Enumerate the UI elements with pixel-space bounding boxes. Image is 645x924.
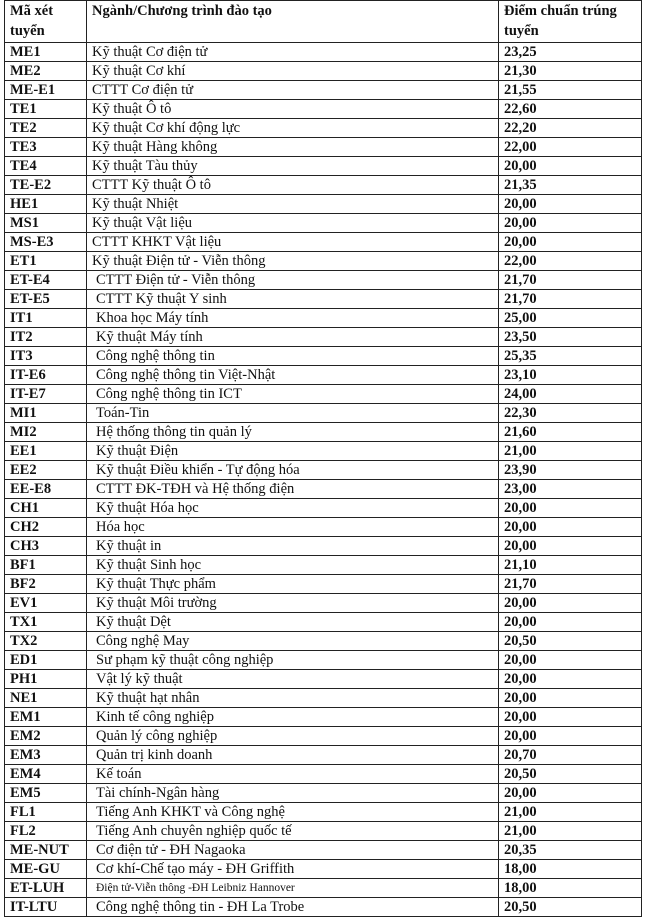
admission-score-table [4,0,642,917]
table-row [5,784,642,803]
program-name: Kỹ thuật in [87,537,499,556]
cutoff-score: 23,10 [499,366,642,385]
table-row [5,803,642,822]
table-row [5,632,642,651]
table-row [5,404,642,423]
header-score: Điểm chuẩn trúng tuyển [499,1,642,43]
cutoff-score: 20,00 [499,537,642,556]
program-code: IT-E7 [5,385,87,404]
cutoff-score: 21,10 [499,556,642,575]
program-name: Kỹ thuật Hóa học [87,499,499,518]
program-name: Kỹ thuật Cơ khí [87,62,499,81]
table-row [5,252,642,271]
cutoff-score: 20,00 [499,708,642,727]
program-code: EM4 [5,765,87,784]
program-code: ED1 [5,651,87,670]
program-code: CH1 [5,499,87,518]
program-code: TX1 [5,613,87,632]
program-code: EE2 [5,461,87,480]
cutoff-score: 21,00 [499,442,642,461]
program-name: Kỹ thuật Điều khiển - Tự động hóa [87,461,499,480]
program-code: ET-E4 [5,271,87,290]
cutoff-score: 20,00 [499,157,642,176]
program-code: EM5 [5,784,87,803]
table-row [5,138,642,157]
program-name: Kỹ thuật Vật liệu [87,214,499,233]
program-name: Kỹ thuật Cơ khí động lực [87,119,499,138]
cutoff-score: 21,60 [499,423,642,442]
table-row [5,100,642,119]
program-code: EE-E8 [5,480,87,499]
cutoff-score: 23,90 [499,461,642,480]
table-header-row [5,1,642,43]
program-code: EV1 [5,594,87,613]
cutoff-score: 22,00 [499,252,642,271]
table-row [5,499,642,518]
program-name: Kinh tế công nghiệp [87,708,499,727]
program-code: ME1 [5,43,87,62]
cutoff-score: 20,00 [499,214,642,233]
table-row [5,43,642,62]
cutoff-score: 20,50 [499,632,642,651]
cutoff-score: 21,00 [499,803,642,822]
program-name: CTTT ĐK-TĐH và Hệ thống điện [87,480,499,499]
program-code: TX2 [5,632,87,651]
cutoff-score: 20,00 [499,195,642,214]
cutoff-score: 22,30 [499,404,642,423]
cutoff-score: 21,70 [499,575,642,594]
cutoff-score: 20,00 [499,518,642,537]
program-code: EM1 [5,708,87,727]
program-name: Kỹ thuật Tàu thủy [87,157,499,176]
program-code: TE2 [5,119,87,138]
program-name: Kế toán [87,765,499,784]
cutoff-score: 23,50 [499,328,642,347]
table-row [5,898,642,917]
cutoff-score: 23,25 [499,43,642,62]
table-row [5,651,642,670]
program-code: TE4 [5,157,87,176]
program-code: ET1 [5,252,87,271]
program-name: Kỹ thuật Hàng không [87,138,499,157]
table-row [5,613,642,632]
program-name: CTTT Kỹ thuật Ô tô [87,176,499,195]
header-program: Ngành/Chương trình đào tạo [87,1,499,43]
program-code: ME2 [5,62,87,81]
table-row [5,556,642,575]
table-row [5,385,642,404]
table-row [5,746,642,765]
cutoff-score: 20,00 [499,670,642,689]
program-code: TE3 [5,138,87,157]
program-code: ME-NUT [5,841,87,860]
program-name: Khoa học Máy tính [87,309,499,328]
program-name: Công nghệ thông tin ICT [87,385,499,404]
program-code: IT1 [5,309,87,328]
program-code: CH2 [5,518,87,537]
table-row [5,423,642,442]
table-row [5,328,642,347]
table-row [5,62,642,81]
cutoff-score: 20,00 [499,233,642,252]
table-row [5,879,642,898]
table-body [5,43,642,917]
program-code: HE1 [5,195,87,214]
table-row [5,309,642,328]
program-code: IT-E6 [5,366,87,385]
cutoff-score: 23,00 [499,480,642,499]
table-row [5,689,642,708]
program-code: IT-LTU [5,898,87,917]
table-row [5,442,642,461]
program-name: Kỹ thuật Ô tô [87,100,499,119]
table-row [5,366,642,385]
table-row [5,290,642,309]
cutoff-score: 21,30 [499,62,642,81]
table-row [5,518,642,537]
header-code: Mã xét tuyển [5,1,87,43]
program-name: Công nghệ thông tin [87,347,499,366]
cutoff-score: 20,00 [499,499,642,518]
program-name: Cơ điện tử - ĐH Nagaoka [87,841,499,860]
program-code: PH1 [5,670,87,689]
cutoff-score: 25,35 [499,347,642,366]
program-code: EM2 [5,727,87,746]
table-row [5,176,642,195]
cutoff-score: 22,20 [499,119,642,138]
program-name: Tài chính-Ngân hàng [87,784,499,803]
program-code: ET-LUH [5,879,87,898]
program-name: Kỹ thuật Nhiệt [87,195,499,214]
program-name: Quản lý công nghiệp [87,727,499,746]
program-name: Công nghệ thông tin Việt-Nhật [87,366,499,385]
cutoff-score: 18,00 [499,860,642,879]
program-code: ET-E5 [5,290,87,309]
program-name: Hóa học [87,518,499,537]
program-code: MS-E3 [5,233,87,252]
table-row [5,119,642,138]
program-code: CH3 [5,537,87,556]
table-row [5,708,642,727]
table-row [5,765,642,784]
program-name: Công nghệ May [87,632,499,651]
program-code: MI1 [5,404,87,423]
table-row [5,347,642,366]
cutoff-score: 21,55 [499,81,642,100]
cutoff-score: 20,70 [499,746,642,765]
program-code: ME-GU [5,860,87,879]
program-name: Tiếng Anh chuyên nghiệp quốc tế [87,822,499,841]
program-name: CTTT Kỹ thuật Y sinh [87,290,499,309]
table-row [5,860,642,879]
table-row [5,841,642,860]
cutoff-score: 25,00 [499,309,642,328]
cutoff-score: 20,00 [499,594,642,613]
table-row [5,822,642,841]
table-row [5,81,642,100]
program-code: FL1 [5,803,87,822]
program-name: Kỹ thuật Thực phẩm [87,575,499,594]
cutoff-score: 22,00 [499,138,642,157]
program-name: Sư phạm kỹ thuật công nghiệp [87,651,499,670]
program-code: NE1 [5,689,87,708]
table-row [5,271,642,290]
table-row [5,594,642,613]
program-name: Hệ thống thông tin quản lý [87,423,499,442]
cutoff-score: 20,35 [499,841,642,860]
table-row [5,214,642,233]
program-name: CTTT Cơ điện tử [87,81,499,100]
cutoff-score: 21,35 [499,176,642,195]
cutoff-score: 20,50 [499,898,642,917]
cutoff-score: 22,60 [499,100,642,119]
program-code: MS1 [5,214,87,233]
cutoff-score: 20,00 [499,784,642,803]
program-code: EM3 [5,746,87,765]
table-row [5,480,642,499]
program-name: Kỹ thuật Sinh học [87,556,499,575]
program-name: Quản trị kinh doanh [87,746,499,765]
cutoff-score: 20,00 [499,727,642,746]
program-name: Kỹ thuật Môi trường [87,594,499,613]
program-code: BF2 [5,575,87,594]
table-row [5,537,642,556]
program-name: Kỹ thuật Máy tính [87,328,499,347]
table-row [5,157,642,176]
program-code: MI2 [5,423,87,442]
program-name: Kỹ thuật Điện tử - Viễn thông [87,252,499,271]
program-code: IT3 [5,347,87,366]
cutoff-score: 21,00 [499,822,642,841]
table-row [5,727,642,746]
program-name: CTTT Điện tử - Viễn thông [87,271,499,290]
program-name: Cơ khí-Chế tạo máy - ĐH Griffith [87,860,499,879]
program-name: Điện tử-Viễn thông -ĐH Leibniz Hannover [87,879,499,898]
table-row [5,195,642,214]
program-name: Công nghệ thông tin - ĐH La Trobe [87,898,499,917]
program-code: IT2 [5,328,87,347]
program-name: Tiếng Anh KHKT và Công nghệ [87,803,499,822]
program-name: Toán-Tin [87,404,499,423]
cutoff-score: 20,00 [499,689,642,708]
program-code: EE1 [5,442,87,461]
cutoff-score: 20,00 [499,613,642,632]
program-name: CTTT KHKT Vật liệu [87,233,499,252]
table-row [5,670,642,689]
program-code: BF1 [5,556,87,575]
table-row [5,233,642,252]
program-code: TE1 [5,100,87,119]
program-code: ME-E1 [5,81,87,100]
cutoff-score: 24,00 [499,385,642,404]
table-row [5,575,642,594]
program-code: FL2 [5,822,87,841]
cutoff-score: 18,00 [499,879,642,898]
cutoff-score: 20,50 [499,765,642,784]
cutoff-score: 21,70 [499,271,642,290]
program-name: Vật lý kỹ thuật [87,670,499,689]
program-name: Kỹ thuật Dệt [87,613,499,632]
program-name: Kỹ thuật Cơ điện tử [87,43,499,62]
cutoff-score: 21,70 [499,290,642,309]
table-row [5,461,642,480]
cutoff-score: 20,00 [499,651,642,670]
program-name: Kỹ thuật hạt nhân [87,689,499,708]
program-name: Kỹ thuật Điện [87,442,499,461]
program-code: TE-E2 [5,176,87,195]
